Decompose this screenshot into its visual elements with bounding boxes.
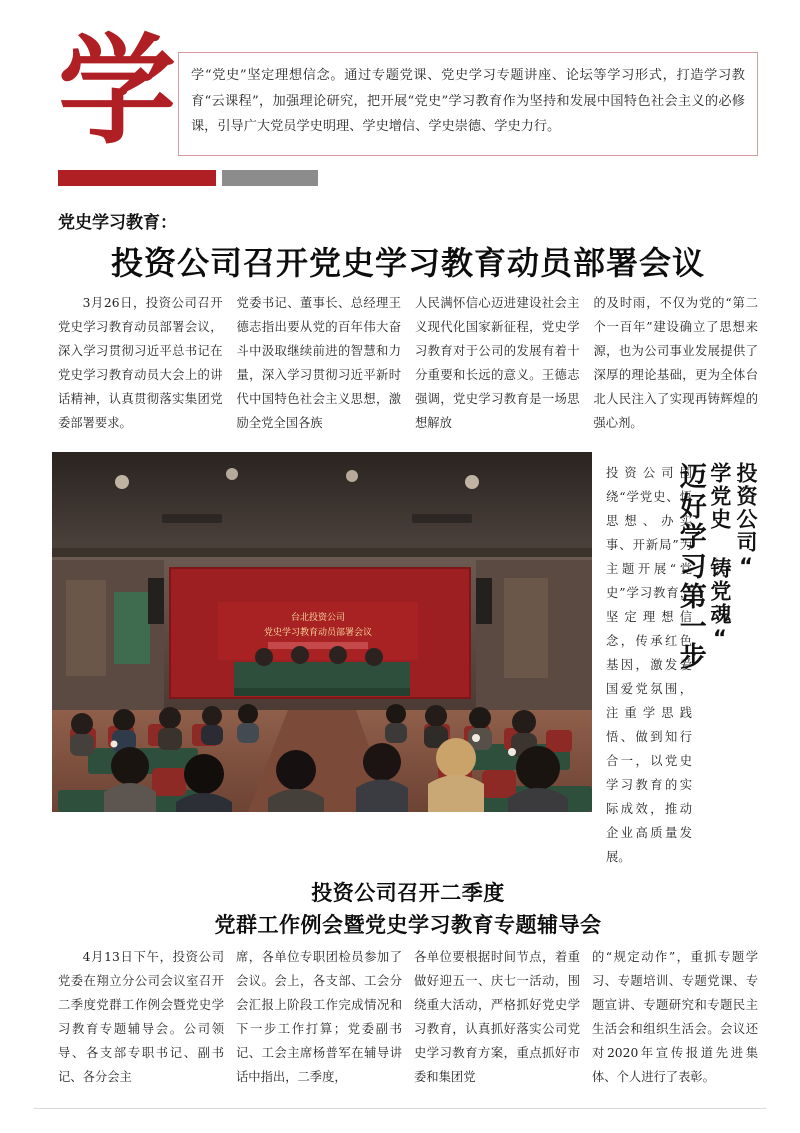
- article1-column-4: [594, 292, 759, 432]
- vertical-slogan-line-1: 投资公司“: [734, 462, 758, 580]
- article1-columns: [58, 292, 758, 432]
- article2-column-2: [236, 946, 402, 1096]
- article1-paragraph-3: 人民满怀信心迈进建设社会主义现代化国家新征程，党史学习教育对于公司的发展有着十分重要和长远的意义。王德志强调，党史学习教育是一场思想解放: [415, 296, 580, 430]
- vertical-slogan-line-3: 迈好学习第一步: [674, 462, 706, 672]
- vertical-slogan: [674, 462, 758, 802]
- article1-paragraph-2: 党委书记、董事长、总经理王德志指出要从党的百年伟大奋斗中汲取继续前进的智慧和力量，深入学习贯彻习近平新时代中国特色社会主义思想，激励全党全国各族: [236, 296, 401, 430]
- article2-column-3: [414, 946, 580, 1096]
- footer-divider: [34, 1108, 766, 1109]
- masthead: [0, 0, 800, 200]
- article2-columns: [58, 946, 758, 1096]
- article1-paragraph-1: 3月26日，投资公司召开党史学习教育动员部署会议，深入学习贯彻习近平总书记在党史学习教育动员大会上的讲话精神，认真贯彻落实集团党委部署要求。: [58, 296, 223, 430]
- conference-photo-illustration: [52, 452, 592, 812]
- vertical-slogan-line-2: 学党史 铸党魂“: [707, 462, 732, 652]
- article1-side-column: 投资公司围绕“学党史、悟思想、办实事、开新局”为主题开展“党史”学习教育，坚定理想信念，传承红色基因，激发爱国爱党氛围，注重学思践悟、做到知行合一，以党史学习教育的实际成效，推动企业高质量发展。: [606, 466, 692, 864]
- article2-paragraph-2: 席，各单位专职团检员参加了会议。会上，各支部、工会分会汇报上阶段工作完成情况和下一步工作打算；党委副书记、工会主席杨普军在辅导讲话中指出，二季度，: [236, 950, 402, 1084]
- article2-column-1: [58, 946, 224, 1096]
- masthead-gray-bar: [222, 170, 318, 186]
- masthead-intro-text: 学“党史”坚定理想信念。通过专题党课、党史学习专题讲座、论坛等学习形式，打造学习教育“云课程”，加强理论研究，把开展“党史”学习教育作为坚持和发展中国特色社会主义的必修课，引导广大党员学史明理、学史增信、学史崇德、学史力行。: [191, 68, 745, 135]
- article2-headline-line-1: 投资公司召开二季度: [311, 881, 505, 905]
- svg-text:党史学习教育动员部署会议: 党史学习教育动员部署会议: [263, 628, 373, 638]
- article2-column-4: [592, 946, 758, 1096]
- article2-paragraph-4: 的“规定动作”，重抓专题学习、专题培训、专题党课、专题宣讲、专题研究和专题民主生活会和组织生活会。会议还对2020年宣传报道先进集体、个人进行了表彰。: [592, 950, 758, 1084]
- masthead-red-bar: [58, 170, 216, 186]
- article2-headline-line-2: 党群工作例会暨党史学习教育专题辅导会: [214, 912, 602, 937]
- svg-text:台北投资公司: 台北投资公司: [290, 613, 346, 623]
- article1-paragraph-4: 的及时雨，不仅为党的“第二个一百年”建设确立了思想来源，也为公司事业发展提供了深厚的理论基础，更为全体台北人民注入了实现再铸辉煌的强心剂。: [593, 296, 758, 430]
- article1-column-2: [237, 292, 402, 432]
- article1-column-3: [415, 292, 580, 432]
- article1-column-1: [58, 292, 223, 432]
- masthead-intro-box: [178, 52, 758, 156]
- article1-headline: 投资公司召开党史学习教育动员部署会议: [110, 244, 705, 282]
- conference-photo: [52, 452, 592, 812]
- article1-kicker: 党史学习教育：: [58, 213, 177, 233]
- article2-headline: [58, 878, 758, 941]
- masthead-big-character: 学: [58, 21, 177, 160]
- article2-paragraph-3: 各单位要根据时间节点，着重做好迎五一、庆七一活动，围绕重大活动，严格抓好党史学习教育，认真抓好落实公司党史学习教育方案，重点抓好市委和集团党: [414, 950, 580, 1084]
- masthead-bar-row: [58, 170, 758, 186]
- article2-paragraph-1: 4月13日下午，投资公司党委在翔立分公司会议室召开二季度党群工作例会暨党史学习教育专题辅导会。公司领导、各支部专职书记、副书记、各分会主: [58, 950, 224, 1084]
